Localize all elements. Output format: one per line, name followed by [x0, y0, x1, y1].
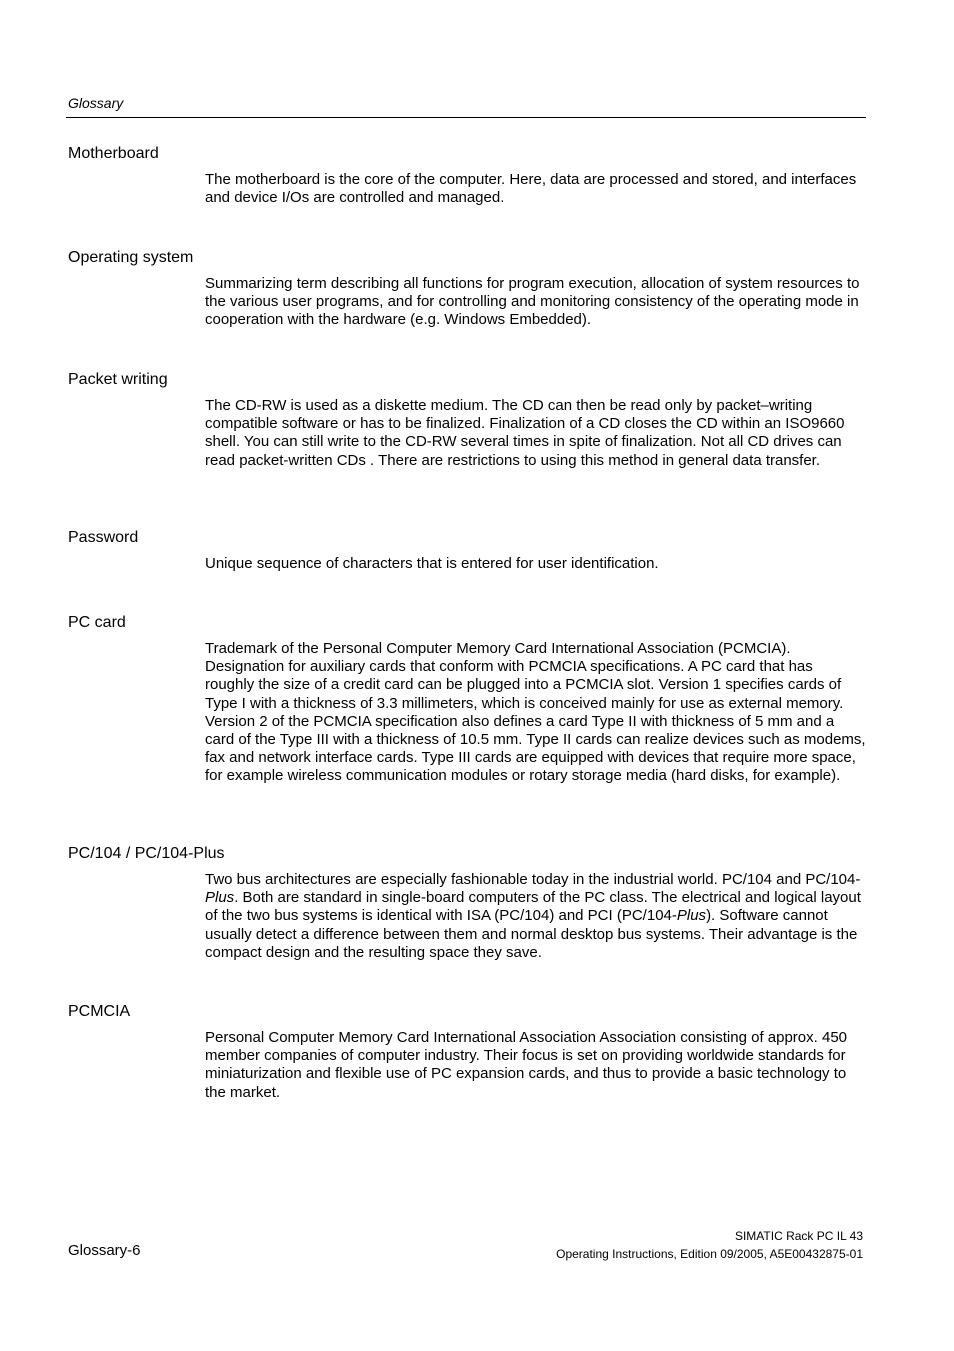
document-info: [556, 1227, 863, 1263]
edition-info: Operating Instructions, Edition 09/2005, A5E00432875-01: [556, 1247, 863, 1261]
glossary-term: Motherboard: [68, 145, 159, 162]
glossary-term: Operating system: [68, 249, 194, 266]
glossary-entry-operating-system: [68, 248, 866, 330]
product-name: SIMATIC Rack PC IL 43: [734, 1229, 863, 1243]
glossary-term: PC/104 / PC/104-Plus: [68, 845, 225, 862]
glossary-definition: The motherboard is the core of the computer. Here, data are processed and stored, and interfaces and device I/Os are controlled and managed.: [205, 171, 857, 207]
glossary-term: PCMCIA: [68, 1003, 131, 1020]
glossary-definition: Personal Computer Memory Card International Association Association consisting of approx. 450 member companies of computer industry. Their focus is set on providing worldwide standards for miniaturization and flexible use of PC expansion cards, and thus to provide a basic technology to the market.: [205, 1029, 848, 1101]
glossary-entry-pc-card: [68, 613, 866, 786]
glossary-entry-password: [68, 528, 866, 573]
glossary-definition: Trademark of the Personal Computer Memory Card International Association (PCMCIA). Designation for auxiliary cards that conform with PCMCIA specifications. A PC card that has roughly the size of a credit card can be plugged into a PCMCIA slot. Version 1 specifies cards of Type I with a thickness of 3.3 millimeters, which is conceived mainly for use as external memory. Version 2 of the PCMCIA specification also defines a card Type II with thickness of 5 mm and a card of the Type III with a thickness of 10.5 mm. Type II cards can realize devices such as modems, fax and network interface cards. Type III cards are equipped with devices that require more space, for example wireless communication modules or rotary storage media (hard disks, for example).: [205, 640, 866, 785]
glossary-term: Password: [68, 529, 139, 546]
header-divider: [66, 117, 866, 118]
glossary-entry-motherboard: [68, 144, 866, 207]
glossary-entry-pcmcia: [68, 1002, 866, 1102]
glossary-definition: Summarizing term describing all functions for program execution, allocation of system resources to the various user programs, and for controlling and monitoring consistency of the operating mode in cooperation with the hardware (e.g. Windows Embedded).: [205, 275, 860, 329]
glossary-entry-packet-writing: [68, 370, 866, 470]
glossary-definition: The CD-RW is used as a diskette medium. The CD can then be read only by packet–writing compatible software or has to be finalized. Finalization of a CD closes the CD within an ISO9660 shell. You can still write to the CD-RW several times in spite of finalization. Not all CD drives can read packet-written CDs . There are restrictions to using this method in general data transfer.: [205, 397, 845, 469]
running-header: Glossary: [68, 95, 124, 111]
glossary-term: PC card: [68, 614, 126, 631]
glossary-definition: Two bus architectures are especially fashionable today in the industrial world. PC/104 and PC/104-Plus. Both are standard in single-board computers of the PC class. The electrical and logical layout of the two bus systems is identical with ISA (PC/104) and PCI (PC/104-Plus). Software cannot usually detect a difference between them and normal desktop bus systems. Their advantage is the compact design and the resulting space they save.: [205, 871, 861, 961]
page-number: Glossary-6: [68, 1242, 141, 1259]
glossary-definition: Unique sequence of characters that is entered for user identification.: [205, 555, 659, 572]
glossary-entry-pc104: [68, 844, 866, 962]
glossary-term: Packet writing: [68, 371, 168, 388]
